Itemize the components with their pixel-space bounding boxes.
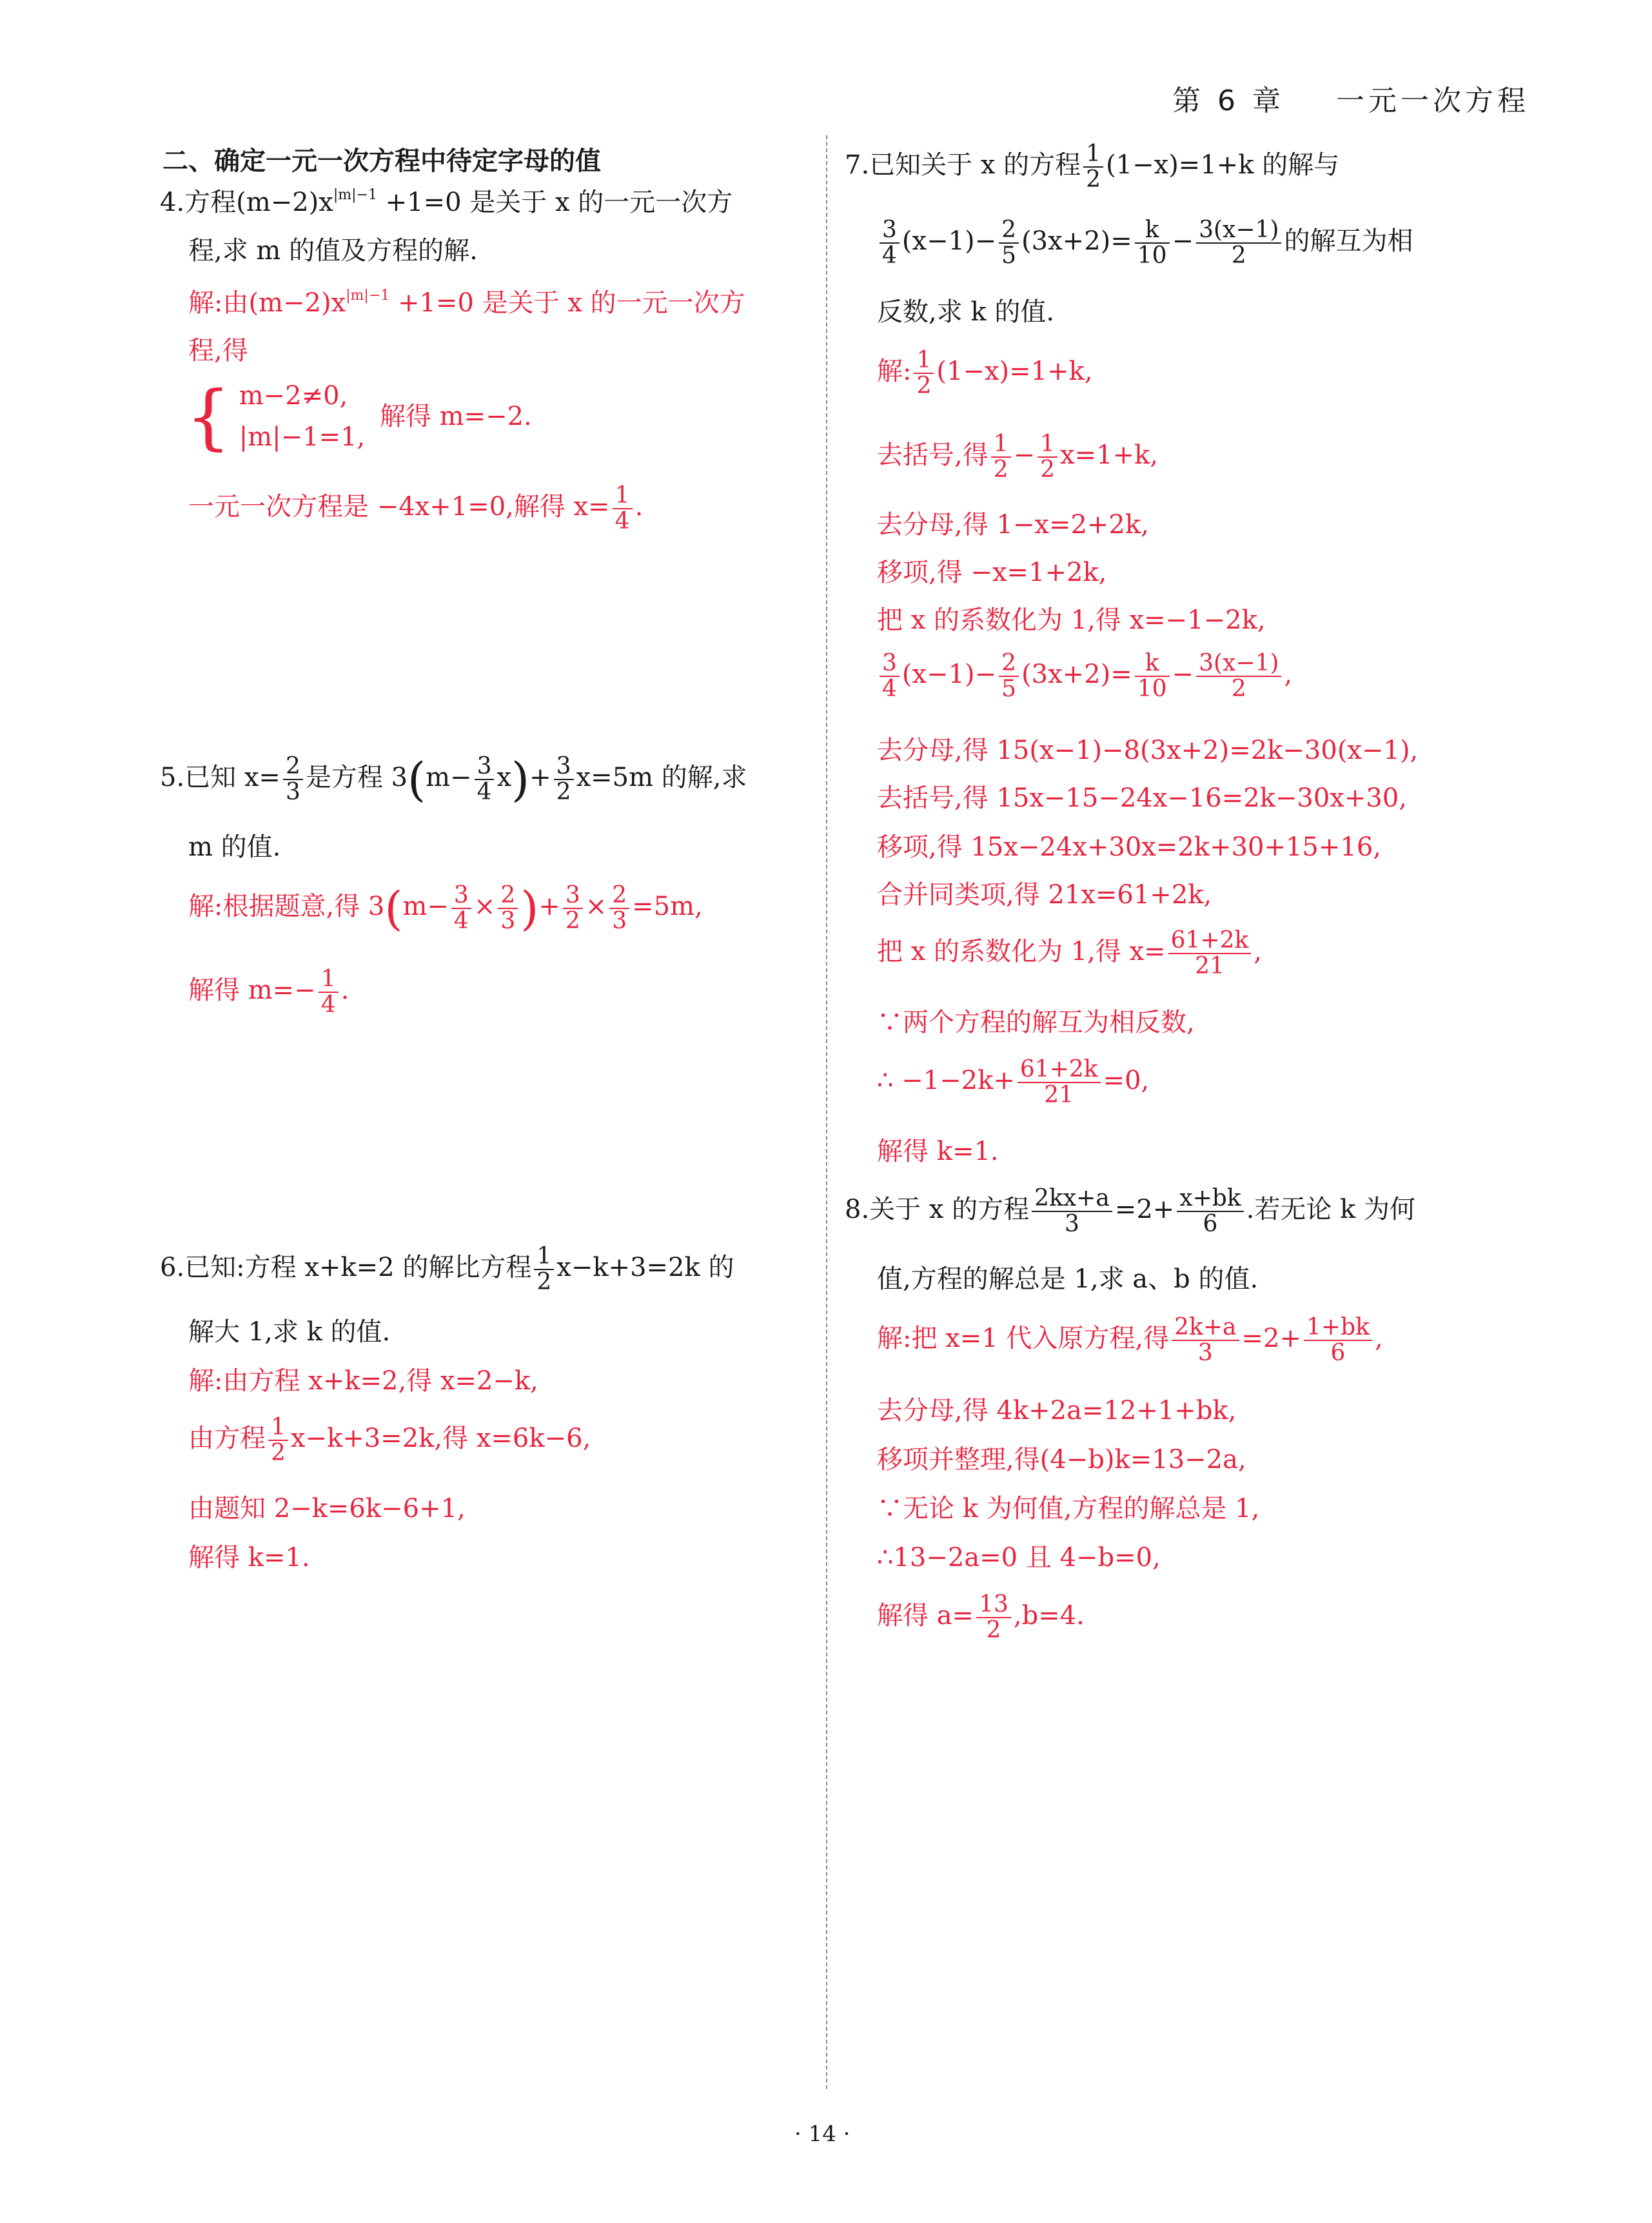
problem-7-answer-line4: 移项,得 −x=1+2k, — [877, 558, 1107, 587]
problem-4-question-line1: 4.方程$(m-2)x^{|m|-1} +1=0$ 是关于 x 的一元一次方 — [160, 187, 733, 217]
problem-4-system — [186, 375, 532, 458]
problem-8-question-line2: 值,方程的解总是 1,求 a、b 的值. — [877, 1264, 1259, 1294]
problem-5-answer-final: 解得 m=− $\frac{1}{4}$ . — [188, 966, 349, 1018]
chapter-number: 第 6 章 — [1172, 84, 1284, 117]
problem-4-answer-final: 一元一次方程是 −4x+1=0,解得 x= $\frac{1}{4}$ . — [188, 482, 644, 534]
problem-6-answer-line4: 解得 k=1. — [188, 1543, 310, 1572]
problem-5-question-line2: m 的值. — [188, 832, 281, 862]
problem-7-answer-line10: 合并同类项,得 21x=61+2k, — [877, 880, 1212, 910]
problem-8-answer-line5: ∴13−2a=0 且 4−b=0, — [877, 1543, 1161, 1572]
problem-7-question-line2: $\frac{3}{4}$ (x−1)− $\frac{2}{5}$ (3x+2)= $\frac{k}{10}$ − $\frac{3(x-1)}{2}$ 的解互为相 — [877, 218, 1413, 268]
problem-6-question-line2: 解大 1,求 k 的值. — [188, 1317, 391, 1347]
problem-6-answer-line2: 由方程 $\frac{1}{2}$ x−k+3=2k,得 x=6k−6, — [188, 1414, 591, 1466]
problem-7-answer-line7: 去分母,得 15(x−1)−8(3x+2)=2k−30(x−1), — [877, 736, 1419, 765]
problem-7-question-line3: 反数,求 k 的值. — [877, 297, 1055, 327]
problem-7-answer-line12: ∵两个方程的解互为相反数, — [877, 1008, 1195, 1037]
problem-7-answer-line11: 把 x 的系数化为 1,得 x= $\frac{61+2k}{21}$ , — [877, 927, 1263, 979]
problem-7-question-line1: 7.已知关于 x 的方程 $\frac{1}{2}$ (1−x)=1+k 的解与 — [845, 141, 1340, 193]
problem-4-answer-line1: 解:由$(m-2)x^{|m|-1} +1=0$ 是关于 x 的一元一次方 — [188, 288, 745, 318]
problem-7-answer-line9: 移项,得 15x−24x+30x=2k+30+15+16, — [877, 832, 1381, 862]
problem-7-answer-line6: $\frac{3}{4}$ (x−1)− $\frac{2}{5}$ (3x+2)= $\frac{k}{10}$ − $\frac{3(x-1)}{2}$ , — [877, 651, 1292, 701]
left-brace: { — [186, 375, 231, 458]
chapter-title: 一元一次方程 — [1335, 84, 1529, 117]
problem-4-question-line2: 程,求 m 的值及方程的解. — [188, 236, 478, 266]
problem-8-answer-line2: 去分母,得 4k+2a=12+1+bk, — [877, 1396, 1237, 1425]
page-number: · 14 · — [794, 2121, 851, 2147]
problem-5-question-line1: 5.已知 x= $\frac{2}{3}$ 是方程 3(m− $\frac{3}{4}$ x)+ $\frac{3}{2}$ x=5m 的解,求 — [160, 752, 747, 807]
problem-4-answer-line2: 程,得 — [188, 336, 248, 366]
system-result: 解得 m=−2. — [379, 402, 532, 431]
problem-8-answer-line6: 解得 a= $\frac{13}{2}$ ,b=4. — [877, 1591, 1085, 1643]
problem-8-answer-line4: ∵无论 k 为何值,方程的解总是 1, — [877, 1494, 1260, 1523]
problem-6-question-line1: 6.已知:方程 x+k=2 的解比方程 $\frac{1}{2}$ x−k+3=2k 的 — [160, 1243, 734, 1295]
problem-7-answer-line8: 去括号,得 15x−15−24x−16=2k−30x+30, — [877, 783, 1407, 813]
problem-7-answer-line1: 解: $\frac{1}{2}$ (1−x)=1+k, — [877, 347, 1093, 399]
problem-8-question-line1: 8.关于 x 的方程 $\frac{2kx+a}{3}$ =2+ $\frac{x+bk}{6}$ .若无论 k 为何 — [845, 1185, 1416, 1237]
problem-7-answer-line14: 解得 k=1. — [877, 1137, 999, 1166]
problem-8-answer-line3: 移项并整理,得(4−b)k=13−2a, — [877, 1445, 1246, 1474]
problem-6-answer-line3: 由题知 2−k=6k−6+1, — [188, 1494, 466, 1523]
problem-7-answer-line2: 去括号,得 $\frac{1}{2}$ − $\frac{1}{2}$ x=1+k, — [877, 431, 1159, 483]
problem-6-answer-line1: 解:由方程 x+k=2,得 x=2−k, — [188, 1366, 538, 1396]
section-title: 二、确定一元一次方程中待定字母的值 — [162, 146, 601, 176]
problem-5-answer-line1: 解:根据题意,得 3(m− $\frac{3}{4}$ × $\frac{2}{3}$ )+ $\frac{3}{2}$ × $\frac{2}{3}$ =5m, — [188, 881, 703, 935]
problem-7-answer-line3: 去分母,得 1−x=2+2k, — [877, 510, 1149, 540]
system-equations: m−2≠0, |m|−1=1, — [239, 381, 366, 452]
problem-8-answer-line1: 解:把 x=1 代入原方程,得 $\frac{2k+a}{3}$ =2+ $\frac{1+bk}{6}$ , — [877, 1314, 1383, 1366]
chapter-header — [1172, 77, 1529, 119]
column-divider — [826, 135, 827, 2089]
problem-7-answer-line5: 把 x 的系数化为 1,得 x=−1−2k, — [877, 605, 1266, 635]
problem-7-answer-line13: ∴ −1−2k+ $\frac{61+2k}{21}$ =0, — [877, 1056, 1150, 1108]
